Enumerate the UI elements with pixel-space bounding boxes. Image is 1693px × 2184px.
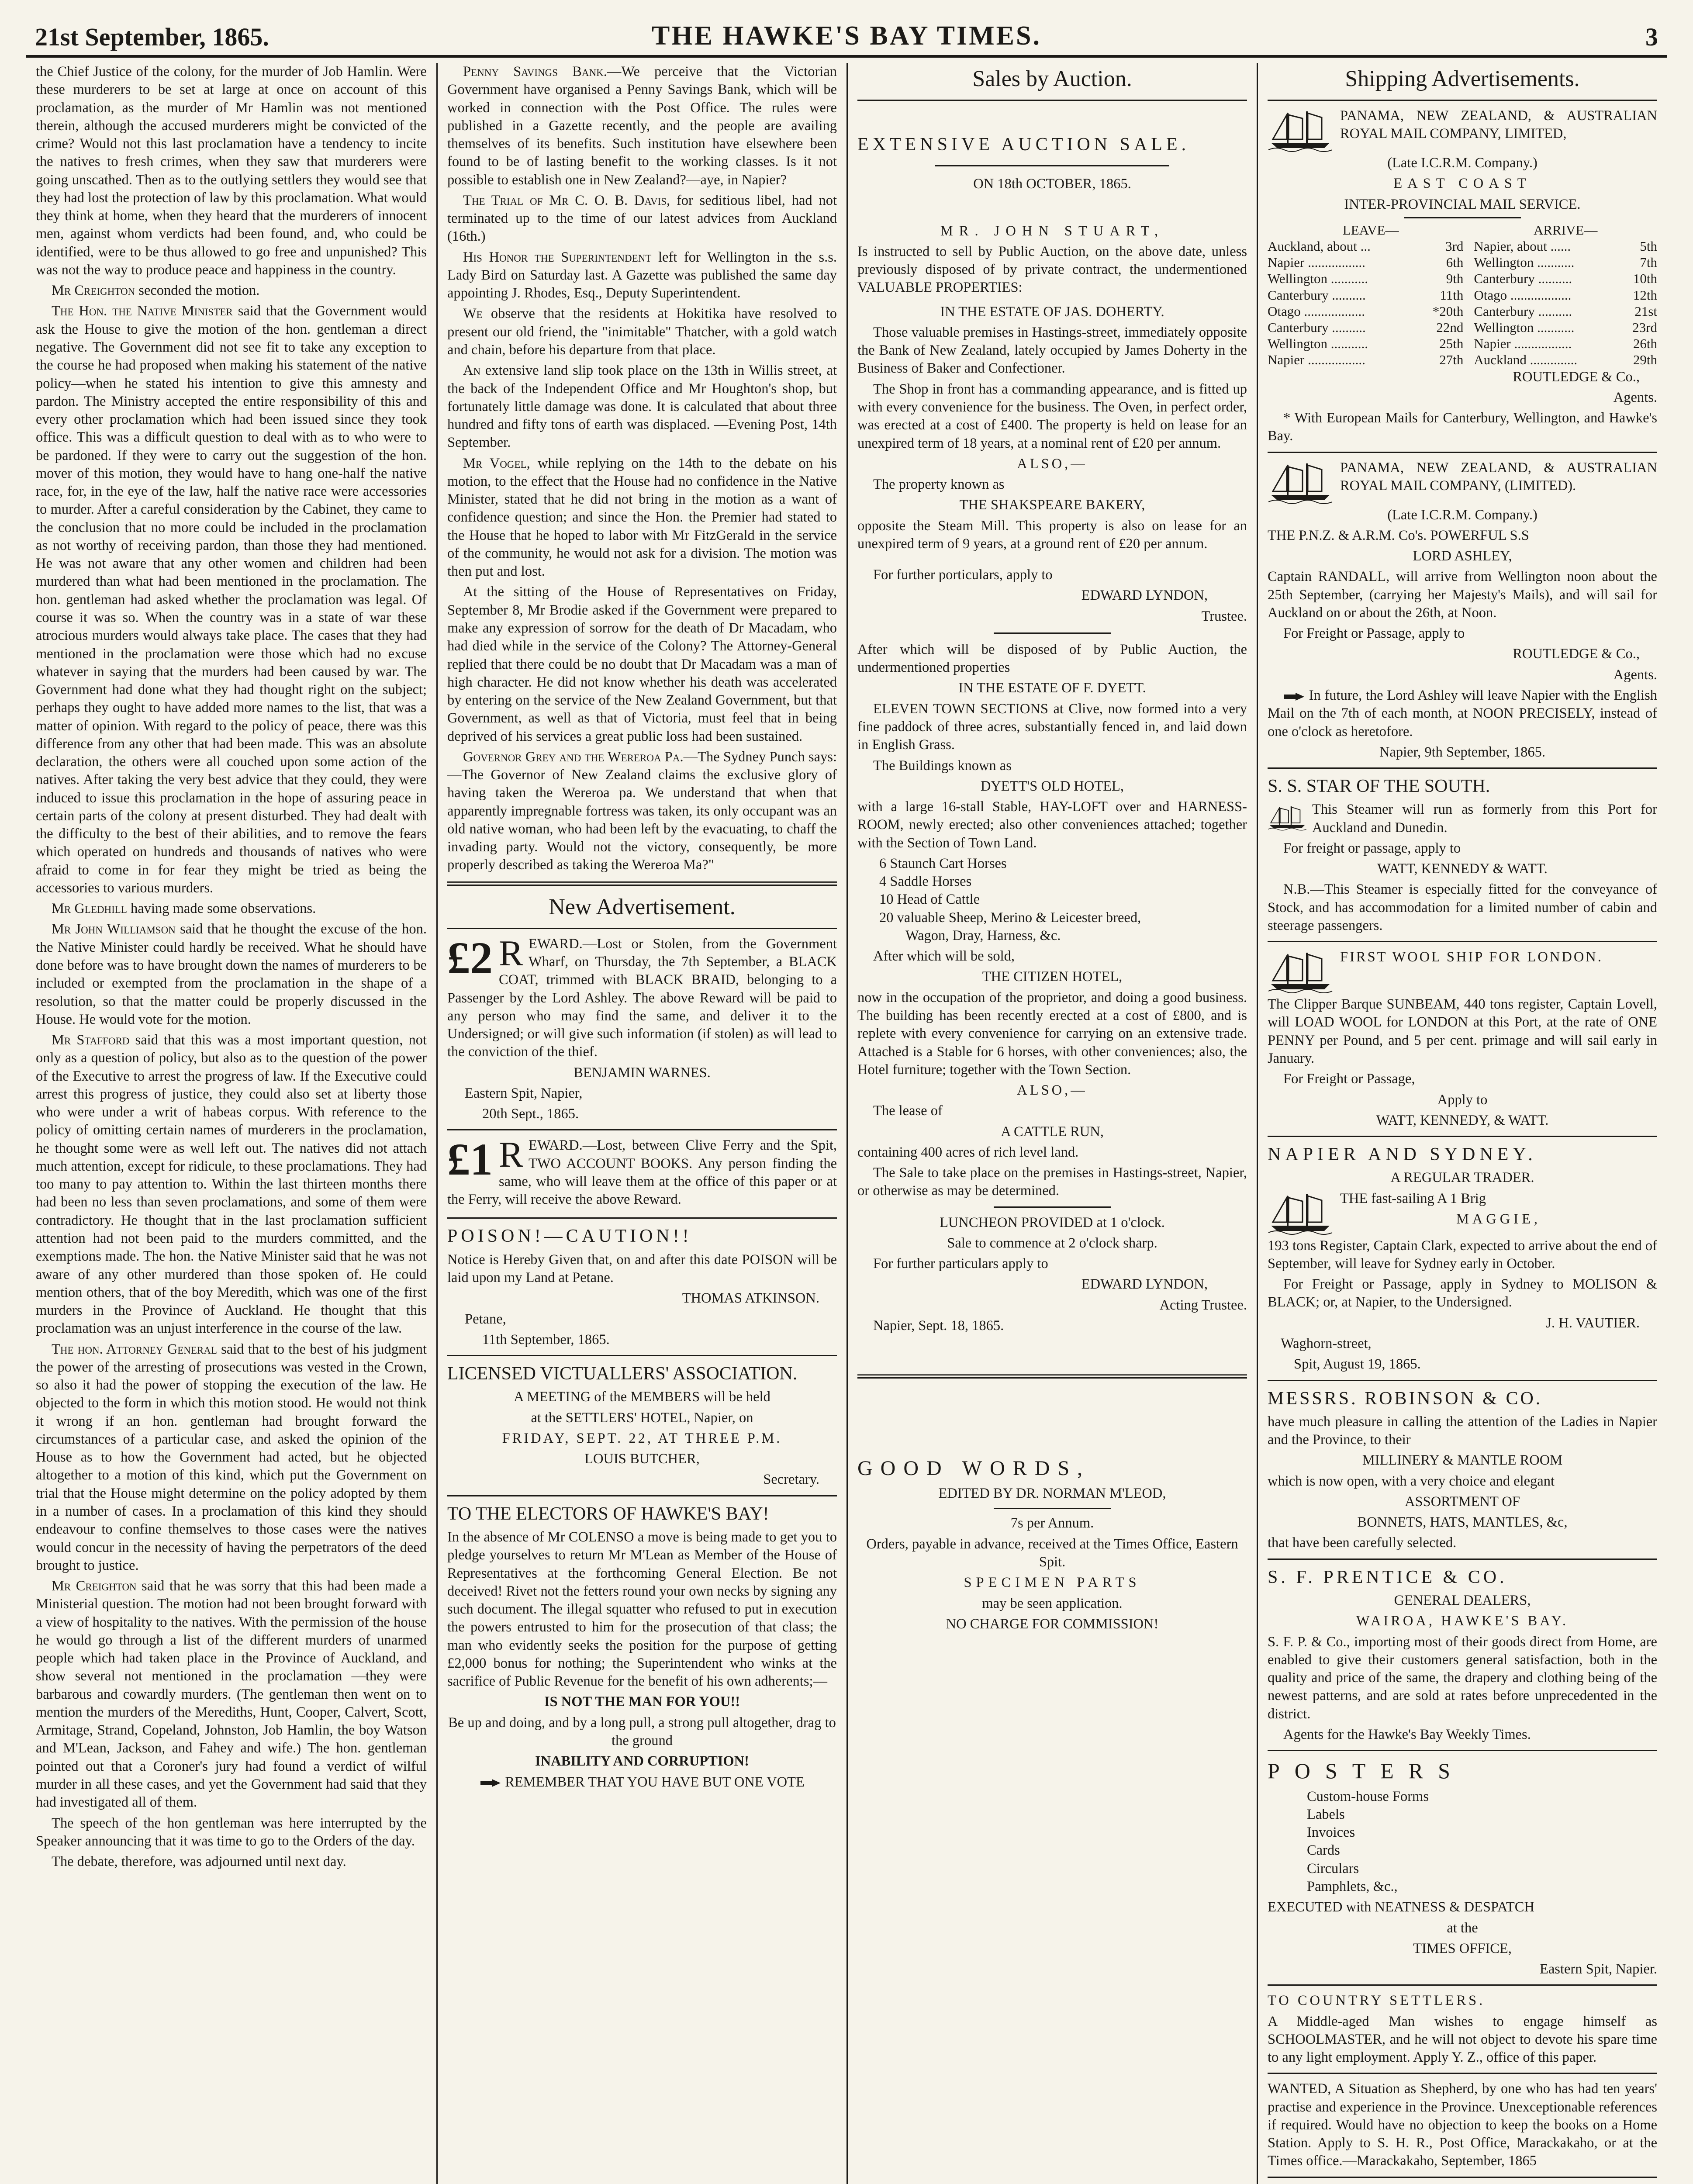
news-text: extensive land slip took place on the 13th in Willis street, at the back of the Independent Office and Mr Houghton's shop, but fortunately little damage was done. It is calculated that about three hundred and fifty tons of earth was displaced. —Evening Post, 14th September.: [447, 363, 837, 451]
ad-line: [447, 1773, 837, 1791]
cell: 3rd: [1445, 238, 1464, 254]
table-row: [1268, 303, 1657, 319]
ad-note: * With European Mails for Canterbury, Wellington, and Hawke's Bay.: [1268, 410, 1657, 444]
divider: [447, 1495, 837, 1496]
divider: [1268, 1750, 1657, 1751]
cell: Wellington ...........: [1474, 319, 1575, 335]
cell: 25th: [1439, 336, 1464, 352]
divider: [1268, 2073, 1657, 2074]
auction-paragraph: The property known as: [873, 477, 1005, 493]
auction-intro: Is instructed to sell by Public Auction, on the above date, unless previously disposed of by private contract, the undermentioned VALUABLE PROPERTIES:: [857, 243, 1247, 296]
ad-place: Waghorn-street,: [1281, 1336, 1372, 1351]
ship-icon: [1268, 1192, 1333, 1235]
agent-role: Agents.: [1613, 667, 1657, 683]
agent-name: ROUTLEDGE & Co.,: [1513, 646, 1640, 662]
divider: [447, 1129, 837, 1130]
news-item: [447, 249, 837, 303]
ad-body: For Freight or Passage, apply in Sydney to MOLISON & BLACK; or, at Napier, to the Undersigned.: [1268, 1276, 1657, 1310]
speech-text: seconded the motion.: [135, 283, 260, 299]
article-paragraph: The speech of the hon gentleman was here interrupted by the Speaker announcing that it was time to go to the Orders of the day.: [36, 1815, 427, 1849]
article-paragraph: The debate, therefore, was adjourned until next day.: [52, 1854, 346, 1870]
divider: [447, 928, 837, 929]
ad-signature: J. H. VAUTIER.: [1546, 1315, 1640, 1331]
ad-subtitle: A REGULAR TRADER.: [1390, 1170, 1534, 1186]
cell: Wellington ...........: [1474, 255, 1575, 270]
news-text: for seditious libel, had not terminated up to the time of our latest advices from Auckland (16th.): [447, 192, 837, 245]
cell: Otago ..................: [1268, 303, 1365, 319]
ad-body: In the absence of Mr COLENSO a move is being made to get you to pledge yourselves to return Mr M'Lean as Member of the House of Representatives at the forthcoming General Election. Be not deceived! Rivet not the fetters round your own necks by signing any such document. The illegal squatter who refused to put in execution the powers entrusted to him for the prosecution of that class; the man who evidently seeks the position for the purpose of getting £2,000 bonus for nothing; the Superintendent who winks at the sacrifice of Public Revenue for the benefit of his own adherents;—: [447, 1529, 837, 1690]
ad-body-text: In future, the Lord Ashley will leave Napier with the English Mail on the 7th of each month, at NOON PRECISELY, instead of one o'clock as heretofore.: [1268, 687, 1657, 740]
ad-title: TO THE ELECTORS OF HAWKE'S BAY!: [447, 1503, 769, 1524]
ad-signature: LOUIS BUTCHER,: [584, 1451, 700, 1467]
ad-line: THE P.N.Z. & A.R.M. Co's. POWERFUL S.S: [1268, 527, 1529, 543]
ad-place: WAIROA, HAWKE'S BAY.: [1356, 1613, 1569, 1629]
cell: Otago ..................: [1474, 287, 1572, 303]
steamer-icon: [1268, 802, 1307, 833]
agent-name: WATT, KENNEDY & WATT.: [1377, 861, 1548, 877]
ad-robinson-millinery: [1268, 1387, 1657, 1552]
cell: 11th: [1440, 287, 1464, 303]
ad-role: Secretary.: [763, 1472, 819, 1488]
ad-body: EWARD.—Lost, between Clive Ferry and the Spit, TWO ACCOUNT BOOKS. Any person finding the same, who will leave them at the office of this paper or at the Ferry, will receive the above Reward.: [447, 1137, 837, 1208]
ad-line: at the SETTLERS' HOTEL, Napier, on: [531, 1410, 753, 1426]
ad-date: 20th Sept., 1865.: [482, 1106, 579, 1122]
ad-title: GOOD WORDS,: [857, 1457, 1091, 1480]
ad-line: FRIDAY, SEPT. 22, AT THREE P.M.: [502, 1430, 782, 1446]
section-header-sales-by-auction: Sales by Auction.: [972, 66, 1132, 91]
list-item: Pamphlets, &c.,: [1307, 1879, 1398, 1894]
ad-reward-account-books: [447, 1134, 837, 1211]
news-item: [447, 362, 837, 452]
auction-paragraph: After which will be sold,: [873, 948, 1015, 964]
ad-date: Spit, August 19, 1865.: [1294, 1356, 1421, 1372]
agent-name: WATT, KENNEDY, & WATT.: [1376, 1112, 1549, 1128]
ship-icon: [1268, 109, 1333, 152]
divider: [1268, 1380, 1657, 1381]
ad-line: EXECUTED with NEATNESS & DESPATCH: [1268, 1899, 1534, 1915]
divider: [935, 165, 1169, 166]
ship-name: MAGGIE,: [1456, 1211, 1541, 1227]
ad-panama-mail-coast: [1268, 107, 1657, 446]
trustee-role: Trustee.: [1201, 608, 1247, 624]
list-item: Circulars: [1307, 1860, 1359, 1876]
divider: [1268, 452, 1657, 453]
news-item: At the sitting of the House of Representatives on Friday, September 8, Mr Brodie asked if the Government were prepared to make any expression of sorrow for the death of Dr Macadam, who had died while in the service of the Colony? The Attorney-General replied that there could be no doubt that Dr Macadam was a man of high character. He did not know whether his death was accelerated by entering on the service of the New Zealand Government, but that Government, as well as that of Victoria, must feel that in being deprived of his services a great public loss had been sustained.: [447, 584, 837, 744]
ad-date: 11th September, 1865.: [482, 1331, 610, 1348]
ad-line: Orders, payable in advance, received at the Times Office, Eastern Spit.: [866, 1536, 1238, 1570]
news-lead: An: [463, 363, 481, 379]
ad-note: N.B.—This Steamer is especially fitted for the conveyance of Stock, and has accommodation for a limited number of cabin and steerage passengers.: [1268, 881, 1657, 933]
ad-line: Eastern Spit, Napier.: [1540, 1961, 1657, 1977]
cell: *20th: [1432, 303, 1464, 319]
cell: Napier .................: [1268, 255, 1365, 270]
article-paragraph: [36, 920, 427, 1029]
speaker-name: Mr Gledhill: [52, 901, 127, 917]
ad-reward-black-coat: [447, 935, 837, 1123]
cell: 12th: [1633, 287, 1657, 303]
divider: [1268, 941, 1657, 942]
drop-cap: R: [499, 1134, 524, 1175]
speaker-name: The Hon. the Native Minister: [52, 303, 233, 319]
table-header-row: [1268, 222, 1657, 238]
pointing-hand-icon: [1283, 692, 1305, 702]
cell: Auckland, about ...: [1268, 238, 1371, 254]
agent-name: ROUTLEDGE & Co.,: [1513, 369, 1640, 385]
cell: 9th: [1446, 271, 1464, 287]
table-row: [1268, 254, 1657, 270]
ad-title: POISON!—CAUTION!!: [447, 1226, 692, 1247]
ad-title: POSTERS: [1268, 1759, 1465, 1783]
reward-amount: £1: [447, 1134, 493, 1185]
ad-line: IS NOT THE MAN FOR YOU!!: [544, 1694, 740, 1710]
divider: [447, 1217, 837, 1219]
ad-to-the-electors: [447, 1503, 837, 1791]
ad-line: that have been carefully selected.: [1268, 1535, 1457, 1551]
cell: Napier .................: [1268, 352, 1365, 368]
ad-first-wool-ship: [1268, 948, 1657, 1130]
mail-schedule-table: [1268, 222, 1657, 368]
ad-line: For Freight or Passage, apply to: [1283, 625, 1465, 642]
auction-paragraph: For further particulars apply to: [873, 1256, 1048, 1272]
ad-body: EWARD.—Lost or Stolen, from the Government Wharf, on Thursday, the 7th September, a BLACK COAT, trimmed with BLACK BRAID, belonging to a Passenger by the Lord Ashley. The above Reward will be paid to any person who may find the same, and deliver it to the Undersigned; or will give such information (if stolen) as will lead to the conviction of the thief.: [447, 936, 837, 1060]
ad-signature: THOMAS ATKINSON.: [682, 1290, 819, 1306]
ad-licensed-victuallers: [447, 1362, 837, 1489]
ad-line: INABILITY AND CORRUPTION!: [535, 1753, 749, 1769]
list-item: 10 Head of Cattle: [879, 892, 980, 908]
ad-line: Apply to: [1437, 1092, 1488, 1108]
ad-napier-and-sydney: [1268, 1143, 1657, 1373]
article-paragraph: [36, 302, 427, 897]
ad-title: PANAMA, NEW ZEALAND, & AUSTRALIAN ROYAL MAIL COMPANY, LIMITED,: [1340, 108, 1657, 142]
news-item: [447, 63, 837, 189]
auction-paragraph: opposite the Steam Mill. This property is also on lease for an unexpired term of 9 years, at a ground rent of £20 per annum.: [857, 518, 1247, 552]
reward-amount: £2: [447, 933, 493, 983]
speaker-name: Mr Creighton: [52, 283, 135, 299]
auction-paragraph: After which will be disposed of by Public Auction, the undermentioned properties: [857, 641, 1247, 676]
ad-line: EDITED BY DR. NORMAN M'LEOD,: [938, 1486, 1166, 1502]
ad-line: A MEETING of the MEMBERS will be held: [514, 1389, 770, 1405]
section-header-new-advertisement: New Advertisement.: [549, 894, 736, 919]
cell: Canterbury ..........: [1474, 303, 1572, 319]
divider: [1268, 767, 1657, 769]
trustee-role: Acting Trustee.: [1159, 1297, 1247, 1313]
posters-list: [1307, 1788, 1657, 1896]
estate-heading: IN THE ESTATE OF JAS. DOHERTY.: [940, 304, 1164, 320]
list-item: 4 Saddle Horses: [879, 874, 972, 890]
speaker-name: The hon. Attorney General: [52, 1341, 217, 1357]
cell: Napier, about ......: [1474, 238, 1571, 254]
divider: [994, 1508, 1111, 1509]
page-number: 3: [1645, 23, 1658, 51]
divider: [1268, 2177, 1657, 2178]
table-row: [1268, 287, 1657, 303]
ad-wanted-shepherd: [1268, 2080, 1657, 2170]
divider: [1268, 100, 1657, 101]
trustee-name: EDWARD LYNDON,: [1081, 1276, 1208, 1292]
ad-line: For Freight or Passage,: [1283, 1071, 1415, 1087]
article-paragraph: [36, 282, 427, 300]
ad-line: SPECIMEN PARTS: [964, 1575, 1141, 1591]
section-divider: [447, 881, 837, 886]
list-item: 20 valuable Sheep, Merino & Leicester breed,: [879, 909, 1141, 926]
news-item: [447, 455, 837, 581]
speech-text: having made some observations.: [127, 901, 316, 917]
news-lead: His Honor the Superintendent: [463, 249, 652, 265]
auction-paragraph: The Buildings known as: [873, 757, 1012, 774]
news-lead: Mr Vogel,: [463, 455, 530, 471]
auction-paragraph: now in the occupation of the proprietor, and doing a good business. The building has been recently erected at a cost of £800, and is replete with every convenience for carrying on an extensive trade. Attached is a Stable for 6 horses, with other conveniences; also, the Hotel furniture; together with the Town Section.: [857, 989, 1247, 1078]
speech-text: said that to the best of his judgment the power of the arresting of prosecutions was vested in the Crown, so also it had the power of stopping the execution of the law. He objected to the form in which this motion stood. He would not think it wrong if an hon. gentleman had brought forward the circumstances of a particular case, and asked the opinion of the House as to how the Government had acted, but he objected altogether to a motion of this kind, which put the Government on trial that the House might determine on the policy adopted by them in a number of cases. In a proclamation of this kind they should endeavour to confine themselves to those cases were the natives would concur in the necessity of having the perpetrators of the deed brought to justice.: [36, 1341, 427, 1573]
ad-body: [1268, 687, 1657, 741]
auction-paragraph: containing 400 acres of rich level land.: [857, 1144, 1079, 1160]
ad-title: LICENSED VICTUALLERS' ASSOCIATION.: [447, 1364, 798, 1384]
also-heading: ALSO,—: [1017, 1082, 1088, 1099]
list-item: Wagon, Dray, Harness, &c.: [905, 927, 1061, 943]
auction-date-footer: Napier, Sept. 18, 1865.: [873, 1317, 1004, 1334]
auction-paragraph: Those valuable premises in Hastings-street, immediately opposite the Bank of New Zealand, lately occupied by James Doherty in the Business of Baker and Confectioner.: [857, 324, 1247, 377]
news-item: [447, 192, 837, 246]
ad-date: Napier, 9th September, 1865.: [1379, 744, 1546, 760]
ad-to-country-settlers: [1268, 1992, 1657, 2067]
livestock-list: [879, 855, 1247, 945]
list-item: Invoices: [1307, 1825, 1355, 1841]
speech-text: said that he was sorry that this had been made a Ministerial question. The motion had not been brought forward with a view of hospitality to the natives. With the permission of the house he would go through a list of the different murders of unarmed people which had taken place in the Province of Auckland, and show several not mentioned in the proclamation —they were barbarous and cowardly murders. (The gentleman then went on to mention the murders of the Merediths, Hunt, Cooper, Calvert, Scott, Armitage, Strand, Copeland, Johnston, Job Hamlin, the boy Watson and M'Lean, Jackson, and Fahey and wife.) The hon. gentleman pointed out that a Coroner's jury had found a verdict of wilful murder in all these cases, and yet the Government had said that they had investigated all of them.: [36, 1578, 427, 1811]
cell: 29th: [1633, 352, 1657, 368]
ad-body: A Middle-aged Man wishes to engage himself as SCHOOLMASTER, and he will not object to devote his spare time to any light employment. Apply Y. Z., office of this paper.: [1268, 2013, 1657, 2066]
ad-title: NAPIER AND SYDNEY.: [1268, 1144, 1537, 1165]
section-header-shipping: Shipping Advertisements.: [1345, 66, 1580, 91]
list-item: Custom-house Forms: [1307, 1788, 1429, 1804]
ad-posters: [1268, 1757, 1657, 1978]
cell: 7th: [1640, 255, 1657, 270]
news-lead: We: [463, 306, 483, 322]
commence-note: Sale to commence at 2 o'clock sharp.: [947, 1235, 1157, 1251]
article-paragraph: [36, 1341, 427, 1575]
ad-line: Agents for the Hawke's Bay Weekly Times.: [1283, 1726, 1531, 1742]
ad-body: This Steamer will run as formerly from this Port for Auckland and Dunedin.: [1312, 802, 1657, 836]
cell: Wellington ...........: [1268, 271, 1368, 287]
cell: Napier .................: [1474, 336, 1572, 352]
article-paragraph: the Chief Justice of the colony, for the murder of Job Hamlin. Were these murderers to be set at large at once on account of this proclamation, as the murder of Mr Hamlin was not mentioned therein, although the accused murderers might be convicted of the crime? Would not this last proclamation have a tendency to incite the natives to fresh crimes, when they saw that murderers were going unscathed. Then as to the outlying settlers they would see that they had lost the protection of law by this proclamation. What would they think at home, when they heard that the murderers of innocent men, against whom verdicts had been found, and, who could be identified, were to be thus allowed to go free and unpunished? This was not the way to produce peace and happiness in the country.: [36, 64, 427, 278]
ship-name: LORD ASHLEY,: [1413, 548, 1512, 564]
ad-panama-lord-ashley: [1268, 459, 1657, 761]
ad-place: Eastern Spit, Napier,: [465, 1085, 583, 1101]
ad-title: FIRST WOOL SHIP FOR LONDON.: [1340, 949, 1603, 965]
news-lead: Governor Grey and the Wereroa Pa.: [463, 749, 684, 765]
article-paragraph: [36, 1577, 427, 1811]
cell: Canterbury ..........: [1268, 287, 1366, 303]
ad-body: 193 tons Register, Captain Clark, expected to arrive about the end of September, will leave for Sydney early in October.: [1268, 1237, 1657, 1272]
speaker-name: Mr Stafford: [52, 1032, 130, 1048]
ad-line: MILLINERY & MANTLE ROOM: [1362, 1452, 1563, 1469]
auction-paragraph: For further porticulars, apply to: [873, 567, 1053, 583]
speech-text: said that the Government would ask the House to give the motion of the hon. gentleman a direct negative. The Government did not see fit to take any exception to the course he had proposed when making his statement of the native policy—when he stated his intention to give this amnesty and pardon. The Ministry accepted the entire responsibility of this and every other proclamation which had been issued since they took office. This was a difficult question to deal with as to who were to be pardoned. If they were to carry out the suggestion of the hon. mover of this motion, they would have to hang one-half the native race, for, in the eye of the law, half the native race were accessories to murder. After a careful consideration by the Cabinet, they came to the conclusion that no more could be included in the proclamation as not worthy of receiving pardon, than those they had mentioned. He was not aware that any other women and children had been murdered than what had been mentioned in the proclamation. The hon. gentleman had asked whether the proclamation was legal. Of course it was so. When the country was in a state of war these atrocious murders would always take place. The cases that they had mentioned in the proclamation were those which had no excuse whatever in saying that the murders had been caused by war. The Government had done what they had thought right on the subject; perhaps they ought to have added more names to the list, that was a matter of opinion. With regard to the policy of peace, there was this difference from any other that had been made. This was an absolute declaration, the others were all couched upon some action of the natives. After taking the very best advice that they could, they were induced to issue this proclamation in the hope of assuring peace in certain parts of the colony at present disturbed. They had dealt with the difficulty to the best of their abilities, and to remove the fears which operated on hundreds and thousands of natives who were afraid to come in for fear they might be tried as being the accessories to various murders.: [36, 303, 427, 896]
cell: 23rd: [1632, 319, 1657, 335]
divider: [1268, 1559, 1657, 1560]
news-lead: The Trial of Mr C. O. B. Davis,: [463, 192, 670, 208]
list-item: Cards: [1307, 1842, 1340, 1859]
ad-prentice-dealers: [1268, 1566, 1657, 1744]
luncheon-note: LUNCHEON PROVIDED at 1 o'clock.: [940, 1214, 1165, 1230]
divider: [1404, 217, 1521, 218]
auction-date: ON 18th OCTOBER, 1865.: [973, 176, 1131, 192]
divider: [1268, 1136, 1657, 1137]
cell: 22nd: [1436, 319, 1464, 335]
column-header-leave: LEAVE—: [1342, 222, 1399, 238]
auction-paragraph: ELEVEN TOWN SECTIONS at Clive, now formed into a very fine paddock of three acres, substantially fenced in, and laid down in English Grass.: [857, 701, 1247, 753]
cell: 26th: [1633, 336, 1657, 352]
ad-line: BONNETS, HATS, MANTLES, &c,: [1357, 1514, 1568, 1531]
news-item: [447, 748, 837, 874]
article-paragraph: [36, 900, 427, 918]
cell: Wellington ...........: [1268, 336, 1368, 352]
ad-title: MESSRS. ROBINSON & CO.: [1268, 1388, 1543, 1409]
ad-poison-caution: [447, 1225, 837, 1349]
columns: [26, 63, 1667, 2184]
column-header-arrive: ARRIVE—: [1533, 222, 1598, 238]
ad-line: INTER-PROVINCIAL MAIL SERVICE.: [1344, 196, 1581, 212]
property-name: THE SHAKSPEARE BAKERY,: [959, 497, 1145, 513]
ship-icon: [1268, 950, 1333, 994]
ad-line: (Late I.C.R.M. Company.): [1387, 155, 1538, 171]
speaker-name: Mr Creighton: [52, 1578, 137, 1594]
auctioneer-name: MR. JOHN STUART,: [940, 223, 1164, 239]
column-shipping-advertisements: [1257, 63, 1667, 2184]
ad-body: Notice is Hereby Given that, on and after this date POISON will be laid upon my Land at Petane.: [447, 1251, 837, 1286]
auction-paragraph: The Shop in front has a commanding appearance, and is fitted up with every convenience for the business. The Oven, in perfect order, was erected at a cost of £400. The property is held on lease for an unexpired term of 18 years, at a nominal rent of £20 per annum.: [857, 381, 1247, 451]
divider: [994, 1206, 1111, 1208]
column-sales-by-auction: [846, 63, 1257, 2184]
ad-title: PANAMA, NEW ZEALAND, & AUSTRALIAN ROYAL MAIL COMPANY, (LIMITED).: [1340, 460, 1657, 494]
ad-body: WANTED, A Situation as Shepherd, by one who has had ten years' practise and experience in the Province. Unexceptionable references if required. Would have no objection to keep the books on a Home Station. Apply to S. H. R., Post Office, Marackakaho, or at the Times office.—Marackakaho, September, 1865: [1268, 2081, 1657, 2169]
property-name: DYETT'S OLD HOTEL,: [980, 778, 1124, 794]
ship-icon: [1268, 461, 1333, 505]
table-row: [1268, 335, 1657, 352]
newspaper-title: THE HAWKE'S BAY TIMES.: [652, 21, 1041, 51]
news-text: left for Wellington in the s.s. Lady Bird on Saturday last. A Gazette was published the same day appointing J. Rhodes, Esq., Deputy Superintendent.: [447, 249, 837, 301]
list-item: 6 Staunch Cart Horses: [879, 855, 1007, 871]
drop-cap: R: [499, 933, 524, 974]
news-lead: Penny Savings Bank.: [463, 64, 607, 79]
ad-star-of-the-south: [1268, 775, 1657, 935]
ad-good-words: [857, 1455, 1247, 1633]
column-news-and-ads: [436, 63, 846, 2184]
ad-signature: BENJAMIN WARNES.: [574, 1064, 711, 1081]
ad-line: (Late I.C.R.M. Company.): [1387, 507, 1538, 523]
speech-text: said that this was a most important question, not only as a question of policy, but also as to the question of the power of the Executive to arrest the progress of law. If the Executive could arrest this progress of justice, they could also set at liberty those who were under a writ of habeas corpus. With reference to the policy of omitting certain names of murderers in the proclamation, he thought some were as well left out. The natives did not attach much attention, except for ridicule, to these proclamations. They had too many to pay attention to. Within the last thirteen months there had been no less than seven proclamations, and some of them were contradictory. He thought that in the last proclamation sufficient attention had not been paid to the murders committed, and the exemptions made. The hon. the Native Minister said that he was not aware of any other murdered than those spoken of. He could mention others, that of the boy Meredith, which was one of the first murders in the Province of Auckland. He thought that this proclamation was an unjust interference in the course of the law.: [36, 1032, 427, 1337]
table-row: [1268, 319, 1657, 335]
divider: [994, 632, 1111, 634]
news-text: while replying on the 14th to the debate on his motion, to the effect that the House had no confidence in the Native Minister, stated that he did not bring in the motion as a want of confidence question; and since the Hon. the Premier had stated to the House that he hoped to labor with Mr FitzGerald in the service of the community, he would not ask for a division. The motion was then put and lost.: [447, 455, 837, 580]
table-row: [1268, 352, 1657, 368]
cell: Canterbury ..........: [1474, 271, 1572, 287]
cell: 21st: [1634, 303, 1657, 319]
ad-line: THE fast-sailing A 1 Brig: [1340, 1190, 1486, 1206]
cell: 5th: [1640, 238, 1657, 254]
speech-text: said that he thought the excuse of the hon. the Native Minister could hardly be received. What he should have done before was to have brought down the names of murderers to be included or exempted from the proclamation in the shape of a resolution, so that the matter could be properly discussed in the House. He would vote for the motion.: [36, 921, 427, 1027]
ad-line: may be seen application.: [982, 1595, 1123, 1611]
ad-subtitle: GENERAL DEALERS,: [1394, 1593, 1531, 1609]
auction-paragraph: with a large 16-stall Stable, HAY-LOFT over and HARNESS-ROOM, newly erected; also other conveniences attached; together with the Section of Town Land.: [857, 799, 1247, 851]
also-heading: ALSO,—: [1017, 456, 1088, 472]
pointing-hand-icon: [480, 1778, 501, 1788]
divider: [1268, 1984, 1657, 1986]
ad-line: 7s per Annum.: [1010, 1515, 1094, 1531]
speaker-name: Mr John Williamson: [52, 921, 176, 937]
news-text: —The Sydney Punch says:—The Governor of New Zealand claims the exclusive glory of having taken the Wereroa pa. We understand that when that apparently impregnable fortress was taken, its only occupant was an old native woman, who had been left by the evacuating, to chaff the invading party. Would not the victory, consequently, be more properly described as taking the Wereroa Ma?": [447, 749, 837, 873]
ad-place: Petane,: [465, 1311, 506, 1327]
ad-line: EAST COAST: [1393, 176, 1531, 192]
cell: 10th: [1633, 271, 1657, 287]
news-text: observe that the residents at Hokitika have resolved to present our old friend, the "inimitable" Thatcher, with a gold watch and chain, before his departure from that place.: [447, 306, 837, 358]
table-row: [1268, 238, 1657, 254]
divider: [857, 100, 1247, 101]
section-divider: [857, 1374, 1247, 1379]
ad-line: at the: [1447, 1920, 1478, 1936]
ad-body: Captain RANDALL, will arrive from Wellington noon about the 25th September, (carrying her Majesty's Mails), and will sail for Auckland on or about the 26th, at Noon.: [1268, 569, 1657, 621]
divider: [447, 1355, 837, 1356]
table-row: [1268, 270, 1657, 287]
agent-role: Agents.: [1613, 389, 1657, 405]
ad-title: TO COUNTRY SETTLERS.: [1268, 1993, 1486, 2009]
ad-title: S. F. PRENTICE & CO.: [1268, 1567, 1507, 1587]
property-name: THE CITIZEN HOTEL,: [982, 969, 1123, 985]
auction-paragraph: The Sale to take place on the premises in Hastings-street, Napier, or otherwise as may be determined.: [857, 1165, 1247, 1199]
ad-body: have much pleasure in calling the attention of the Ladies in Napier and the Province, to their: [1268, 1413, 1657, 1448]
ad-body: The Clipper Barque SUNBEAM, 440 tons register, Captain Lovell, will LOAD WOOL for LONDON at this Port, at the rate of ONE PENNY per Pound, and 5 per cent. primage and will sail early in January.: [1268, 996, 1657, 1067]
column-parliament-report: [26, 63, 436, 2184]
cell: Auckland ..............: [1474, 352, 1578, 368]
news-item: [447, 305, 837, 359]
ad-body: S. F. P. & Co., importing most of their goods direct from Home, are enabled to give their customers general satisfaction, both in the quality and price of the same, the drapery and clothing being of the newest patterns, and are sold at rates before unprecedented in the district.: [1268, 1634, 1657, 1722]
news-text: —We perceive that the Victorian Government have organised a Penny Savings Bank, which will be worked in connection with the Post Office. The rules were published in a Gazette recently, and the people are availing themselves of its benefits. Such institution have elsewhere been found to be of lasting benefit to the working classes. Is it not possible to establish one in New Zealand?—aye, in Napier?: [447, 64, 837, 188]
ad-line: Be up and doing, and by a long pull, a strong pull altogether, drag to the ground: [448, 1714, 836, 1749]
trustee-name: EDWARD LYNDON,: [1081, 587, 1208, 604]
auction-title: EXTENSIVE AUCTION SALE.: [857, 135, 1190, 155]
ad-line-text: REMEMBER THAT YOU HAVE BUT ONE VOTE: [505, 1774, 805, 1790]
cell: 6th: [1446, 255, 1464, 270]
ad-line: NO CHARGE FOR COMMISSION!: [946, 1616, 1159, 1632]
ad-title: S. S. STAR OF THE SOUTH.: [1268, 776, 1490, 797]
masthead: [26, 17, 1667, 58]
article-paragraph: [36, 1031, 427, 1338]
ad-line: ASSORTMENT OF: [1405, 1493, 1520, 1510]
ad-line: For freight or passage, apply to: [1283, 840, 1461, 856]
auction-paragraph: The lease of: [873, 1103, 943, 1119]
issue-date: 21st September, 1865.: [35, 23, 269, 51]
ad-line: TIMES OFFICE,: [1413, 1940, 1512, 1956]
cell: Canterbury ..........: [1268, 319, 1366, 335]
property-name: A CATTLE RUN,: [1001, 1123, 1104, 1140]
cell: 27th: [1439, 352, 1464, 368]
list-item: Labels: [1307, 1806, 1345, 1822]
estate-heading: IN THE ESTATE OF F. DYETT.: [958, 680, 1146, 696]
ad-line: which is now open, with a very choice and elegant: [1268, 1473, 1555, 1489]
